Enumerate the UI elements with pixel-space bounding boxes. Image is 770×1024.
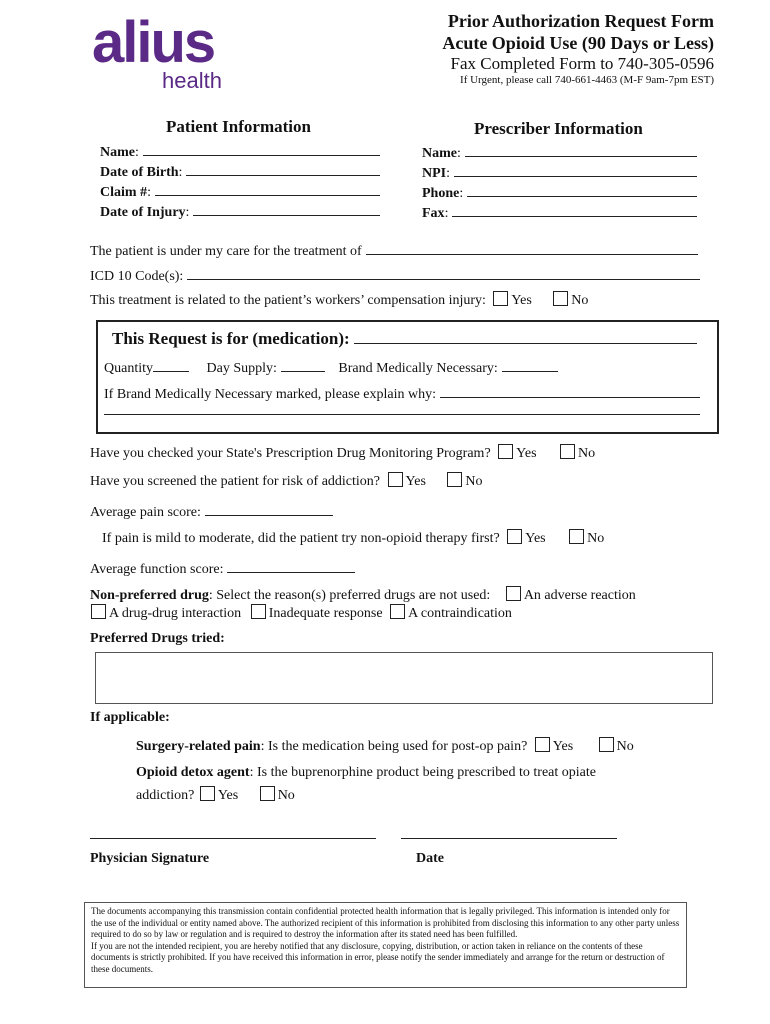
patient-injury-field[interactable] [193,201,380,216]
patient-dob-field[interactable] [186,161,380,176]
patient-injury-label: Date of Injury [100,205,186,220]
surgery-row [136,737,634,755]
care-for-row [90,240,698,260]
avg-function-row [90,558,355,578]
patient-claim-field[interactable] [155,181,380,196]
logo-subtitle: health [162,68,222,93]
nonpreferred-row2 [91,604,512,622]
patient-name-label: Name [100,145,135,160]
icd-label: ICD 10 Code(s): [90,269,184,284]
date-signature-line[interactable] [401,838,617,839]
nonpreferred-label: Non-preferred drug [90,588,209,603]
form-title: Prior Authorization Request Form [447,11,714,31]
patient-dob-label: Date of Birth [100,165,179,180]
avg-pain-field[interactable] [205,501,333,516]
explain-field[interactable] [440,383,700,398]
avg-function-field[interactable] [227,558,355,573]
related-yes-checkbox[interactable] [493,291,508,306]
physician-signature-label: Physician Signature [90,851,210,866]
avg-pain-label: Average pain score: [90,505,201,520]
patient-claim-label: Claim # [100,185,148,200]
mild-pain-yes-label: Yes [525,531,546,546]
care-for-label: The patient is under my care for the treatment of [90,244,362,259]
prescriber-fax-label: Fax [422,206,445,221]
nonpreferred-text: : Select the reason(s) preferred drugs are not used: [208,588,491,603]
patient-section-title: Patient Information [166,117,311,136]
quantity-row [104,357,558,377]
surgery-label: Surgery-related pain [136,739,261,754]
avg-function-label: Average function score: [90,562,224,577]
care-for-field[interactable] [366,240,698,255]
surgery-no-label: No [616,739,634,754]
pdmp-yes-checkbox[interactable] [498,444,513,459]
inadequate-label: Inadequate response [268,606,383,621]
surgery-yes-checkbox[interactable] [535,737,550,752]
day-supply-label: Day Supply: [206,361,277,376]
patient-fields: Name : Date of Birth : Claim # : Date of Injury : [100,141,380,221]
mild-pain-row [102,529,604,547]
explain-row [104,383,700,403]
related-label: This treatment is related to the patient’s workers’ compensation injury: [90,293,486,308]
addiction-label: Have you screened the patient for risk of addiction? [90,474,381,489]
applicable-title: If applicable: [90,710,170,725]
confidentiality-text-1: The documents accompanying this transmission contain confidential protected health information that is legally privileged. This information is intended only for the use of the individual or entity named above. The authorized recipient of this information is prohibited from disclosing this information to any other party unless required to do so by law or regulation and is required to destroy the information after its stated need has been fulfilled. [91,906,680,939]
prescriber-section-title: Prescriber Information [474,119,643,138]
detox-text2: addiction? [136,788,195,803]
addiction-yes-checkbox[interactable] [388,472,403,487]
physician-signature-line[interactable] [90,838,376,839]
contraindication-label: A contraindication [408,606,512,621]
avg-pain-row [90,501,333,521]
logo-wordmark: alius [92,10,215,75]
preferred-tried-field[interactable] [95,652,713,704]
detox-yes-label: Yes [217,788,239,803]
form-header [294,10,714,86]
prescriber-npi-label: NPI [422,166,447,181]
addiction-no-checkbox[interactable] [447,472,462,487]
detox-row2 [136,786,295,804]
explain-field-line2[interactable] [104,414,700,415]
related-yes-label: Yes [511,293,532,308]
addiction-yes-label: Yes [405,474,426,489]
prescriber-phone-label: Phone [422,186,460,201]
pdmp-label: Have you checked your State's Prescription Drug Monitoring Program? [90,446,491,461]
date-label: Date [416,851,444,866]
pdmp-row [90,444,595,462]
preferred-tried-label: Preferred Drugs tried: [90,631,225,646]
pdmp-no-label: No [578,446,596,461]
mild-pain-no-checkbox[interactable] [569,529,584,544]
nonpreferred-row [90,586,636,604]
prescriber-fax-field[interactable] [452,202,697,217]
mild-pain-label: If pain is mild to moderate, did the patient try non-opioid therapy first? [102,531,500,546]
quantity-field[interactable] [153,357,189,372]
medication-field[interactable] [354,328,697,344]
detox-label: Opioid detox agent [136,765,250,780]
detox-no-label: No [277,788,295,803]
mild-pain-no-label: No [587,531,605,546]
form-subtitle: Acute Opioid Use (90 Days or Less) [442,33,714,53]
prescriber-phone-field[interactable] [467,182,697,197]
confidentiality-notice [84,902,687,988]
addiction-row [90,472,483,490]
related-no-checkbox[interactable] [553,291,568,306]
prescriber-name-label: Name [422,146,457,161]
detox-no-checkbox[interactable] [260,786,275,801]
adverse-label: An adverse reaction [523,588,636,603]
quantity-label: Quantity [104,361,153,376]
prescriber-npi-field[interactable] [454,162,697,177]
detox-yes-checkbox[interactable] [200,786,215,801]
urgent-phone: If Urgent, please call 740-661-4463 (M-F 9am-7pm EST) [460,74,714,86]
day-supply-field[interactable] [281,357,325,372]
related-row [90,291,588,309]
surgery-no-checkbox[interactable] [599,737,614,752]
icd-field[interactable] [187,265,700,280]
surgery-yes-label: Yes [552,739,574,754]
interaction-label: A drug-drug interaction [109,606,242,621]
company-logo [92,10,232,93]
related-no-label: No [571,293,589,308]
prescriber-name-field[interactable] [465,142,697,157]
pdmp-yes-label: Yes [516,446,537,461]
detox-text: : Is the buprenorphine product being prescribed to treat opiate [249,765,596,780]
medication-label: This Request is for (medication): [112,329,350,348]
brand-field[interactable] [502,357,558,372]
prescriber-fields: Name : NPI : Phone : Fax : [422,142,697,222]
patient-name-field[interactable] [143,141,380,156]
pdmp-no-checkbox[interactable] [560,444,575,459]
adverse-checkbox[interactable] [506,586,521,601]
confidentiality-text-2: If you are not the intended recipient, you are hereby notified that any disclosure, copying, distribution, or action taken in reliance on the contents of these documents is strictly prohibited. If you have received this information in error, please notify the sender immediately and arrange for the return or destruction of these documents. [91,940,665,974]
fax-instruction: Fax Completed Form to 740-305-0596 [450,54,714,73]
mild-pain-yes-checkbox[interactable] [507,529,522,544]
addiction-no-label: No [465,474,483,489]
interaction-checkbox[interactable] [91,604,106,619]
medication-row [112,328,697,349]
detox-row [136,765,596,781]
surgery-text: : Is the medication being used for post-op pain? [260,739,528,754]
explain-label: If Brand Medically Necessary marked, please explain why: [104,387,436,402]
inadequate-checkbox[interactable] [251,604,266,619]
icd-row [90,265,700,285]
contraindication-checkbox[interactable] [390,604,405,619]
brand-label: Brand Medically Necessary: [338,361,498,376]
